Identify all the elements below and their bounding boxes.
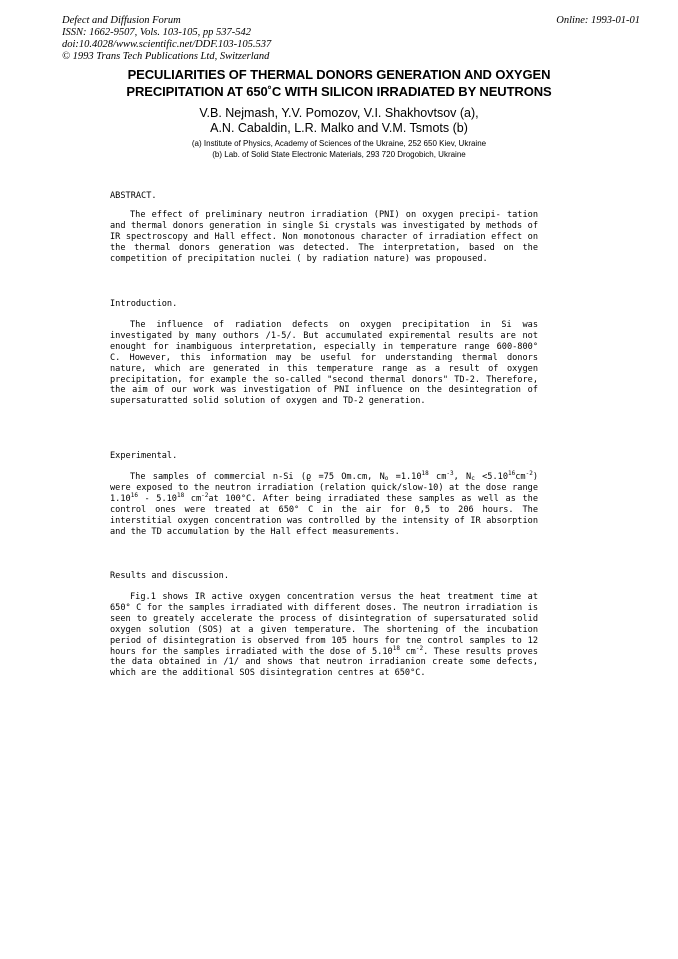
experimental-text: The samples of commercial n-Si (ϱ =75 Om.cm, $N_o =1.10^{18}$ $cm^{-3}$, $N_c <5.10^{16}cm^{-2}$) were exposed to the neutron irradiation (relation quick/slow-10) at the dose range 1.10$^{16}$ - 5.10$^{18}$ $cm^{-2}at$ 100°C. After being irradiated these samples as well as the control ones were treated at 650° C in the air for 0,5 to 206 hours. The interstitial oxygen concentration was controlled by the intensity of IR absorption and the TD accumulation by the Hall effect measurements. [110,470,539,537]
affiliations [0,138,678,160]
issn-line: ISSN: 1662-9507, Vols. 103-105, pp 537-542 [62,27,251,38]
introduction-heading: Introduction. [110,299,178,309]
abstract-heading: ABSTRACT. [110,191,157,201]
online-date: Online: 1993-01-01 [556,15,640,26]
copyright-line: © 1993 Trans Tech Publications Ltd, Switzerland [62,51,270,62]
doi-line: doi:10.4028/www.scientific.net/DDF.103-105.537 [62,39,272,50]
abstract-text: The effect of preliminary neutron irradiation (PNI) on oxygen precipi- tation and thermal donors generation in single Si crystals was investigated by methods of IR spectroscopy and Hall effect. Non monotonous character of irradiation effect on the thermal donors generation was detected. The interpretation, based on the competition of precipitation nuclei ( by radiation nature) was propoused. [110,210,538,264]
title-line-1: PECULIARITIES OF THERMAL DONORS GENERATION AND OXYGEN [127,67,551,82]
paper-title [0,66,678,100]
authors-line-1: V.B. Nejmash, Y.V. Pomozov, V.I. Shakhovtsov (a), [199,106,479,120]
journal-name: Defect and Diffusion Forum [62,15,181,26]
title-line-2: PRECIPITATION AT 650˚C WITH SILICON IRRADIATED BY NEUTRONS [126,84,552,99]
affiliation-b: (b) Lab. of Solid State Electronic Materials, 293 720 Drogobich, Ukraine [212,150,466,159]
experimental-section [110,472,538,537]
affiliation-a: (a) Institute of Physics, Academy of Sciences of the Ukraine, 252 650 Kiev, Ukraine [191,139,487,148]
author-list [0,106,678,136]
results-heading: Results and discussion. [110,571,229,581]
experimental-heading: Experimental. [110,451,178,461]
results-text: Fig.1 shows IR active oxygen concentration versus the heat treatment time at 650° C for the samples irradiated with different doses. The neutron irradiation is seen to greately accelerate the process of disintegration of supersaturated solid oxygen solution (SOS) at a given temperature. The shortening of the incubation period of disintegration is observed from 105 hours for tne control samples to 12 hours for the samples irradiated with the dose of 5.10$^{18}$ $cm^{-2}$. These results proves the data obtained in /1/ and shows that neutron irradianion create some defects, which are the additional SOS disintegration centres at 650°C. [110,592,538,679]
authors-line-2: A.N. Cabaldin, L.R. Malko and V.M. Tsmots (b) [210,121,468,135]
introduction-text: The influence of radiation defects on oxygen precipitation in Si was investigated by many outhors /1-5/. But accumulated expiremental results are not enought for inambiguous interpretation, especially in temperature range 600-800° C. However, this information may be useful for understanding thermal donors nature, which are generated in this temperature range as a result of oxygen precipitation, for example the so-called "second thermal donors" TD-2. Therefore, the aim of our work was investigation of PNI influence on the desintegration of supersaturatted solid solution of oxygen and TD-2 generation. [110,320,538,407]
introduction-section [110,320,538,407]
journal-metadata [62,15,271,63]
abstract-section [110,210,538,265]
results-section [110,592,538,679]
